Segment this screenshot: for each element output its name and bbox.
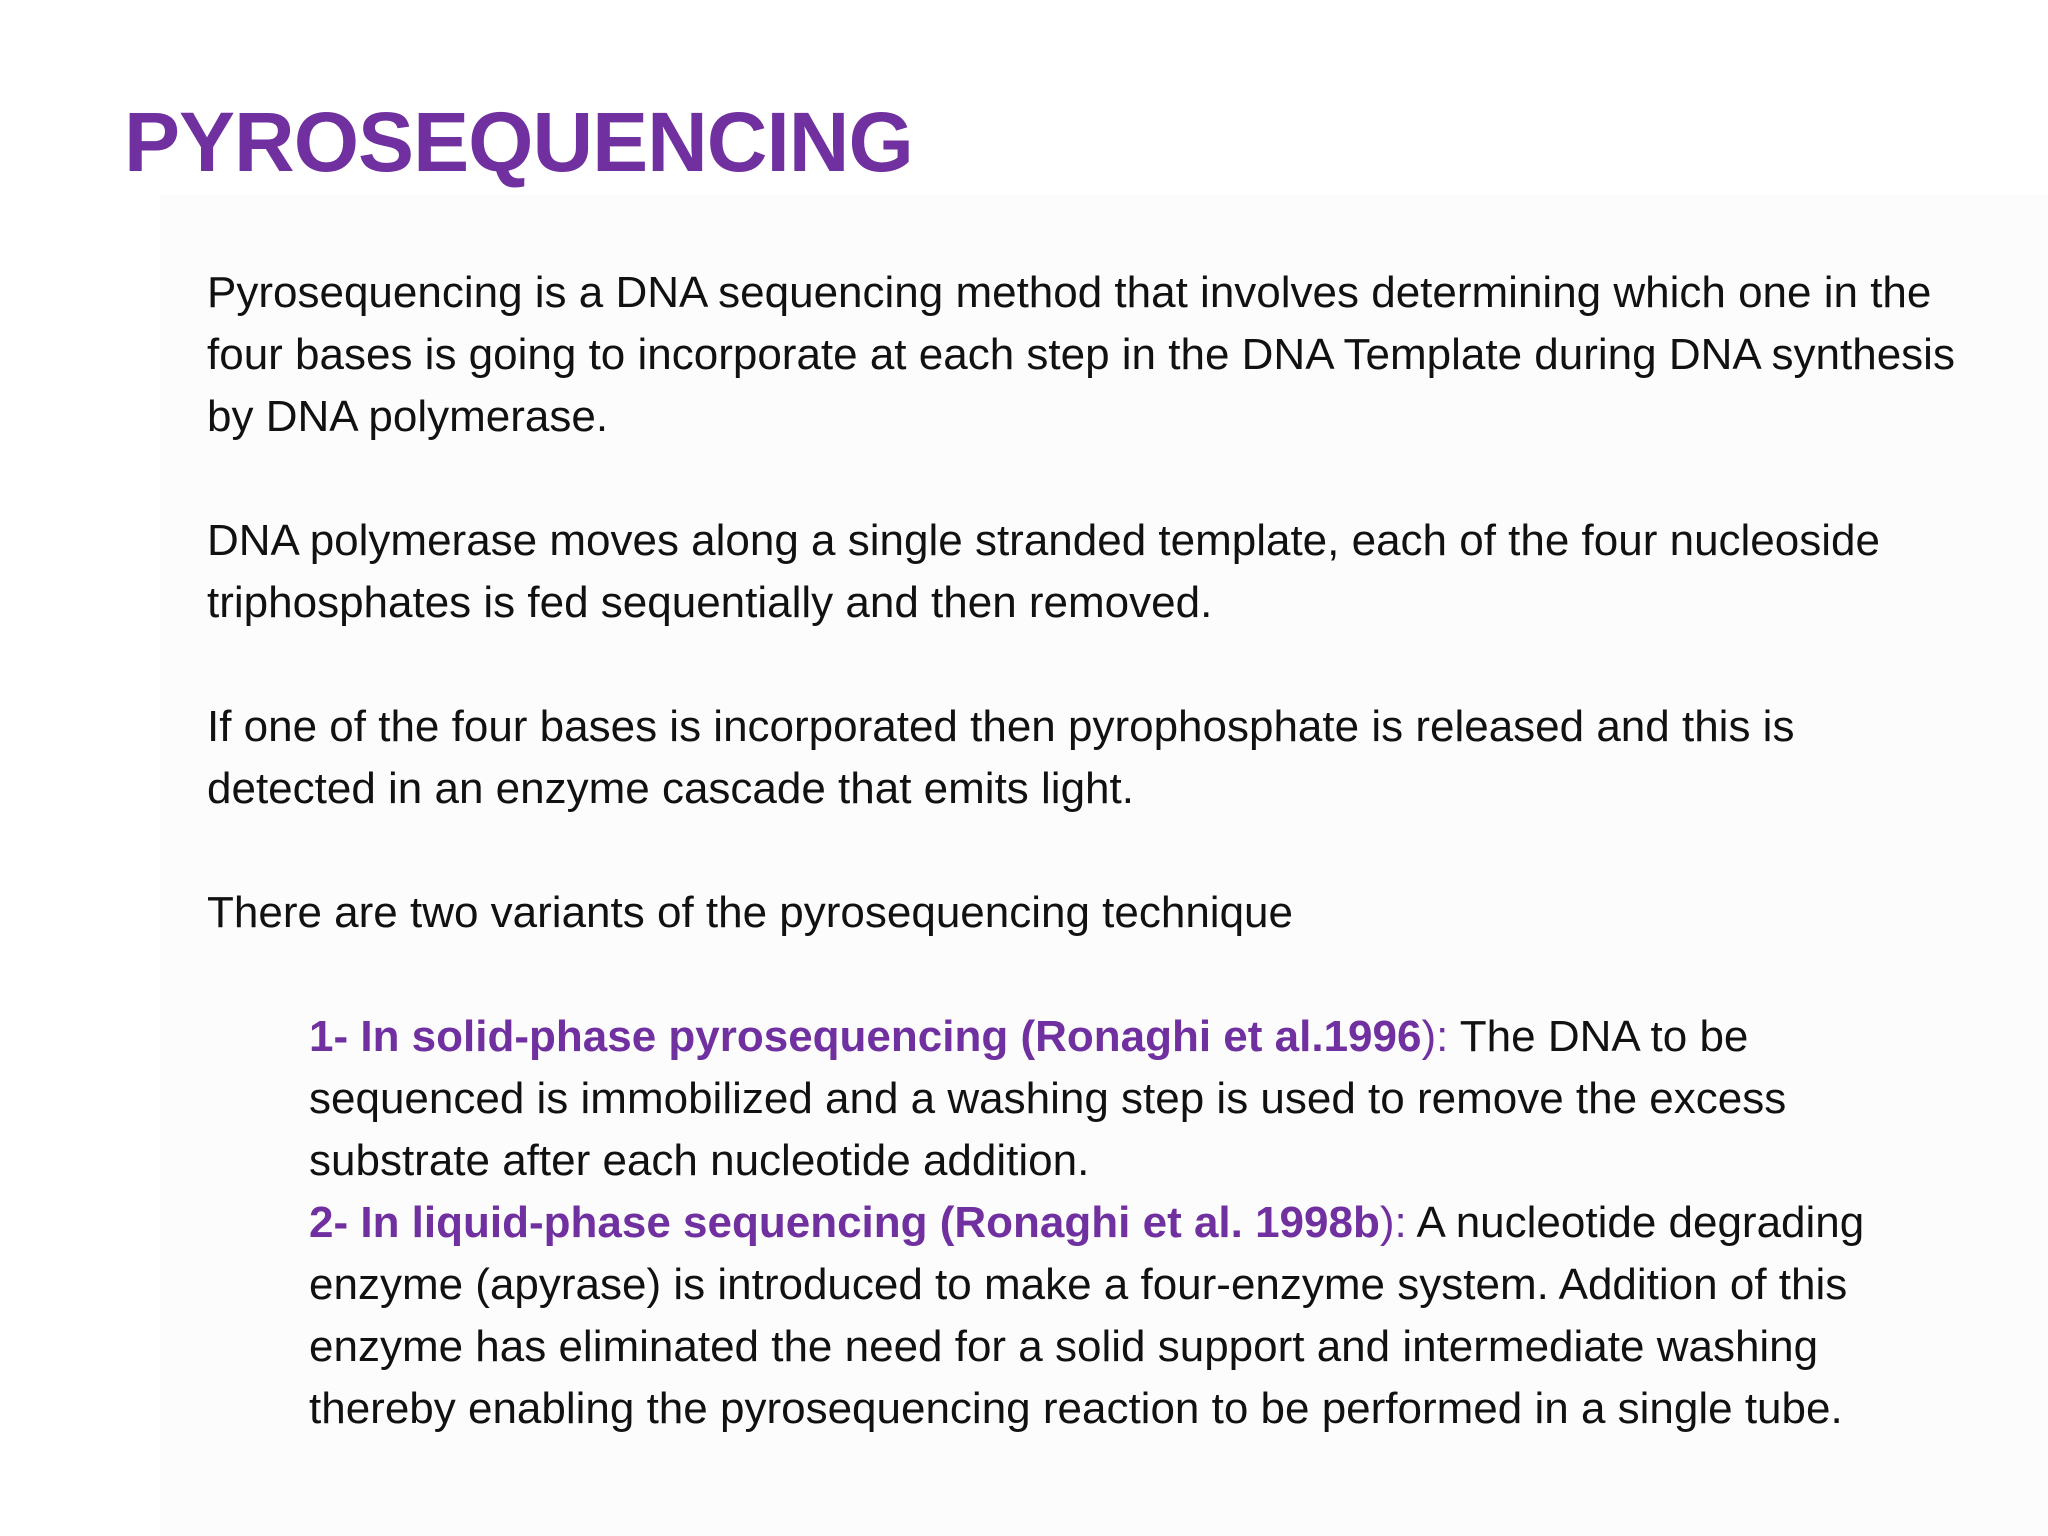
paragraph-pyrophosphate: If one of the four bases is incorporated then pyrophosphate is released and this is detected in an enzyme cascade that emits light. <box>207 702 1795 813</box>
variant-liquid-phase-text: A nucleotide degrading enzyme (apyrase) is introduced to make a four-enzyme system. Addition of this enzyme has eliminated the need for a solid support and intermediate washing thereby enabling the pyrosequencing reaction to be performed in a single tube. <box>309 1198 1865 1433</box>
paragraph-variants-intro: There are two variants of the pyrosequencing technique <box>207 888 1293 937</box>
variant-solid-phase-text: The DNA to be sequenced is immobilized and a washing step is used to remove the excess substrate after each nucleotide addition. <box>309 1012 1787 1185</box>
slide-title: PYROSEQUENCING <box>124 95 913 189</box>
variant-solid-phase <box>309 1006 1967 1192</box>
slide-body <box>207 262 1967 1440</box>
variant-solid-phase-heading: 1- In solid-phase pyrosequencing (Ronaghi et al.1996 <box>309 1012 1422 1061</box>
paragraph-polymerase: DNA polymerase moves along a single stranded template, each of the four nucleoside triphosphates is fed sequentially and then removed. <box>207 516 1880 627</box>
paragraph-definition: Pyrosequencing is a DNA sequencing method that involves determining which one in the four bases is going to incorporate at each step in the DNA Template during DNA synthesis by DNA polymerase. <box>207 268 1955 441</box>
variant-solid-phase-close: ): <box>1421 1012 1449 1061</box>
variants-list <box>207 1006 1967 1440</box>
variant-liquid-phase <box>309 1192 1967 1440</box>
variant-liquid-phase-heading: 2- In liquid-phase sequencing (Ronaghi et al. 1998b <box>309 1198 1380 1247</box>
variant-liquid-phase-close: ): <box>1379 1198 1407 1247</box>
